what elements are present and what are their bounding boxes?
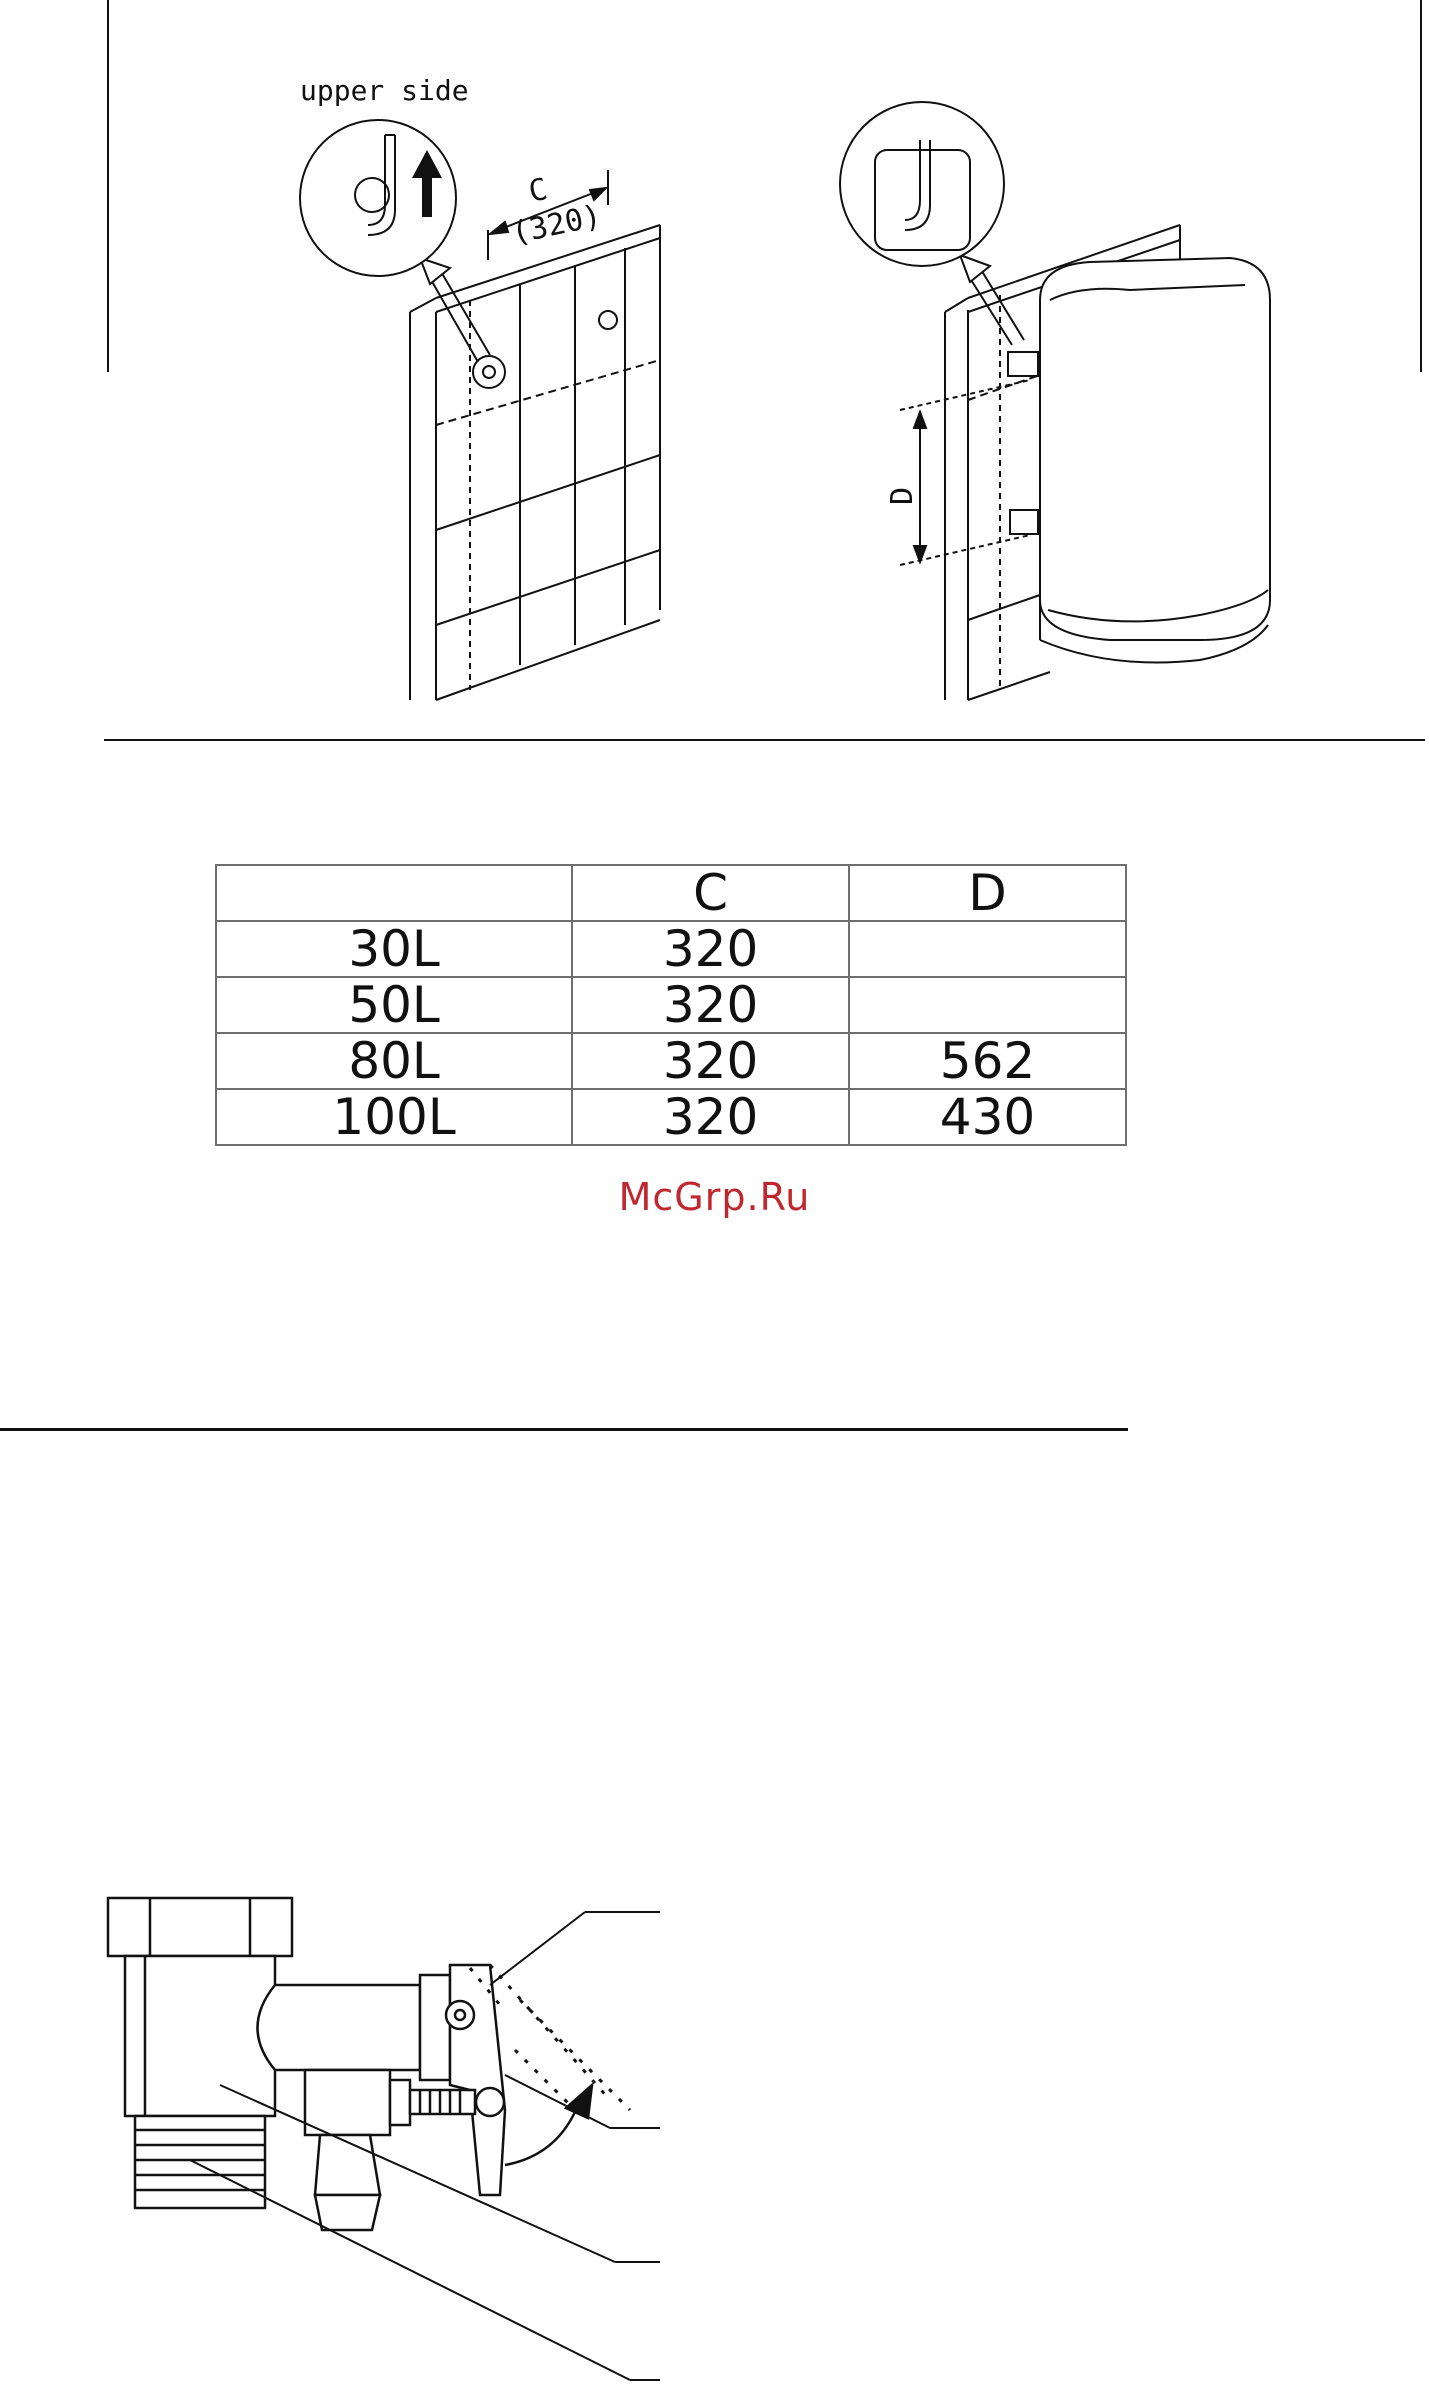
table-cell: 100L bbox=[216, 1089, 572, 1145]
upper-side-label: upper side bbox=[300, 74, 469, 107]
valve-lever bbox=[450, 1965, 505, 2195]
dimension-c-label: C bbox=[525, 171, 551, 210]
table-cell: 320 bbox=[572, 977, 849, 1033]
valve-side-pipe bbox=[258, 1985, 421, 2070]
dimension-d-label: D bbox=[885, 486, 920, 505]
valve-lever-housing bbox=[420, 1975, 450, 2080]
table-cell: 320 bbox=[572, 1033, 849, 1089]
valve-body bbox=[125, 1956, 275, 2116]
dimension-c-value: (320) bbox=[508, 198, 605, 252]
table-cell: 50L bbox=[216, 977, 572, 1033]
table-cell: 430 bbox=[849, 1089, 1126, 1145]
table-cell: 30L bbox=[216, 921, 572, 977]
table-header-cell: C bbox=[572, 865, 849, 921]
watermark: McGrp.Ru bbox=[618, 1175, 811, 1219]
table-cell: 320 bbox=[572, 1089, 849, 1145]
valve-hex-nut bbox=[108, 1898, 292, 1956]
valve-nozzle bbox=[315, 2135, 380, 2195]
table-header-cell: D bbox=[849, 865, 1126, 921]
valve-drain bbox=[305, 2070, 390, 2135]
table-cell: 562 bbox=[849, 1033, 1126, 1089]
table-cell: 320 bbox=[572, 921, 849, 977]
table-cell: 80L bbox=[216, 1033, 572, 1089]
